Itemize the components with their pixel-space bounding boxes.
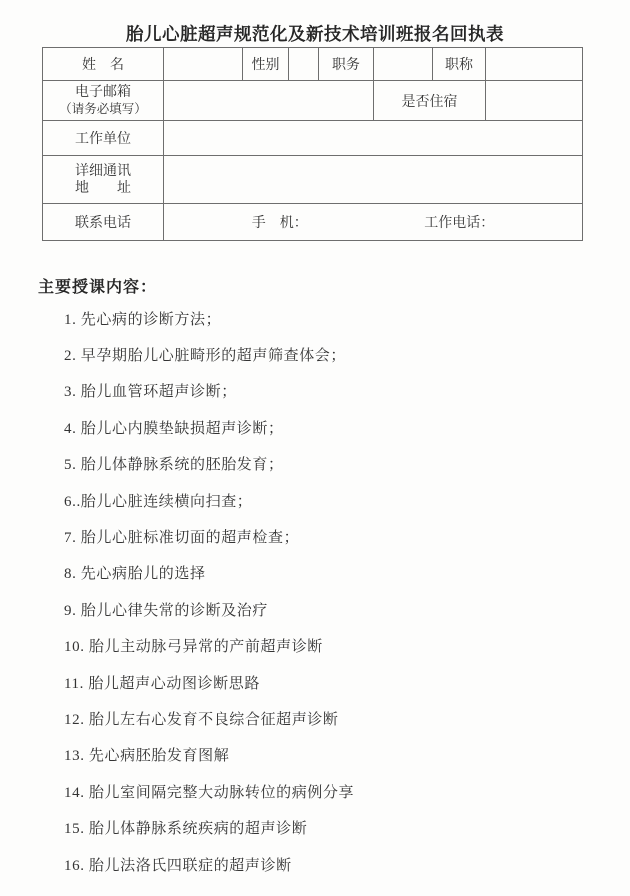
registration-table xyxy=(42,47,583,241)
email-label-cell xyxy=(43,81,164,121)
table-row-address xyxy=(43,156,583,204)
course-item-15: 15. 胎儿体静脉系统疾病的超声诊断 xyxy=(64,821,308,838)
contact-phone-label-cell: 联系电话 xyxy=(43,204,164,241)
phone-value-cell xyxy=(164,204,583,241)
gender-label-cell: 性别 xyxy=(243,48,289,81)
document-title: 胎儿心脏超声规范化及新技术培训班报名回执表 xyxy=(126,24,504,44)
course-item-6: 6..胎儿心脏连续横向扫查； xyxy=(64,493,253,510)
address-label-line2: 地 址 xyxy=(75,180,131,196)
name-label-cell: 姓 名 xyxy=(43,48,164,81)
accommodation-label-cell: 是否住宿 xyxy=(374,81,486,121)
course-item-5: 5. 胎儿体静脉系统的胚胎发育； xyxy=(64,457,284,474)
course-item-8: 8. 先心病胎儿的选择 xyxy=(64,566,206,583)
course-item-10: 10. 胎儿主动脉弓异常的产前超声诊断 xyxy=(64,639,323,656)
email-label-line2: （请务必填写） xyxy=(59,101,147,116)
course-item-1: 1. 先心病的诊断方法； xyxy=(64,311,222,328)
work-unit-label-cell: 工作单位 xyxy=(43,121,164,156)
work-phone-label: 工作电话： xyxy=(424,216,495,231)
professional-title-value-cell xyxy=(486,48,583,81)
course-item-16: 16. 胎儿法洛氏四联症的超声诊断 xyxy=(64,857,292,874)
course-content-list xyxy=(64,300,604,882)
mobile-label: 手 机： xyxy=(251,216,308,231)
email-value-cell xyxy=(164,81,374,121)
table-row-work-unit xyxy=(43,121,583,156)
professional-title-label-cell: 职称 xyxy=(433,48,486,81)
table-row-phone xyxy=(43,204,583,241)
name-value-cell xyxy=(164,48,243,81)
email-label-line1: 电子邮箱 xyxy=(75,84,131,100)
duty-value-cell xyxy=(374,48,433,81)
accommodation-value-cell xyxy=(486,81,583,121)
course-item-3: 3. 胎儿血管环超声诊断； xyxy=(64,384,237,401)
duty-label-cell: 职务 xyxy=(319,48,374,81)
course-item-9: 9. 胎儿心律失常的诊断及治疗 xyxy=(64,602,269,619)
gender-value-cell xyxy=(289,48,319,81)
course-item-12: 12. 胎儿左右心发育不良综合征超声诊断 xyxy=(64,711,339,728)
course-item-13: 13. 先心病胚胎发育图解 xyxy=(64,748,230,765)
address-label-cell xyxy=(43,156,164,204)
course-content-heading: 主要授课内容： xyxy=(38,279,158,296)
course-item-2: 2. 早孕期胎儿心脏畸形的超声筛查体会； xyxy=(64,348,347,365)
address-label-line1: 详细通讯 xyxy=(75,163,131,179)
course-item-7: 7. 胎儿心脏标准切面的超声检查； xyxy=(64,530,300,547)
address-value-cell xyxy=(164,156,583,204)
table-row-name xyxy=(43,48,583,81)
course-item-14: 14. 胎儿室间隔完整大动脉转位的病例分享 xyxy=(64,784,355,801)
work-unit-value-cell xyxy=(164,121,583,156)
table-row-email xyxy=(43,81,583,121)
course-item-11: 11. 胎儿超声心动图诊断思路 xyxy=(64,675,260,692)
course-item-4: 4. 胎儿心内膜垫缺损超声诊断； xyxy=(64,420,284,437)
